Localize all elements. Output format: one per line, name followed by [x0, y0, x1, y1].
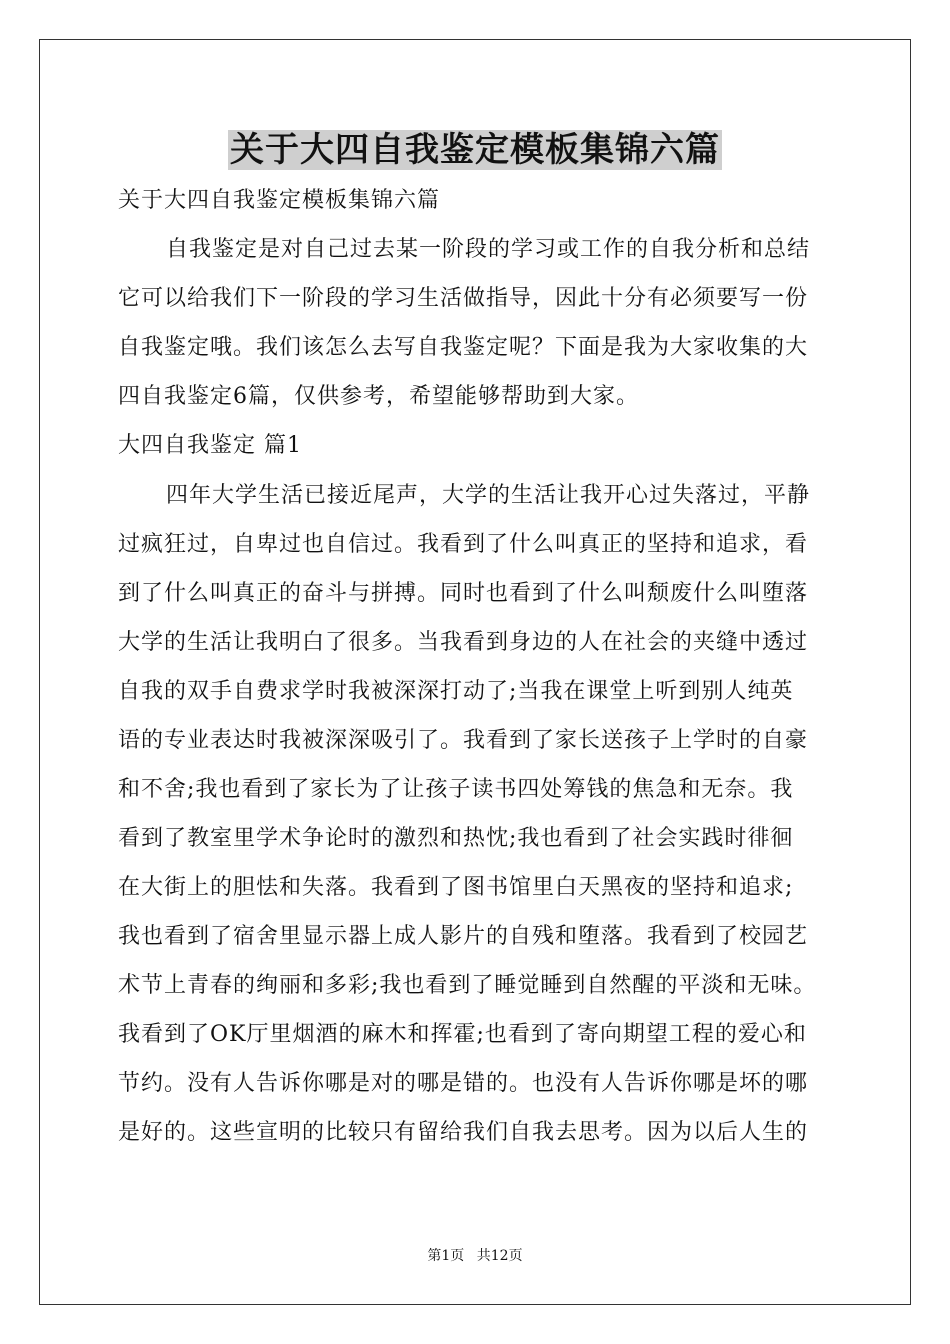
text-line: 和不舍;我也看到了家长为了让孩子读书四处筹钱的焦急和无奈。我: [118, 777, 794, 802]
text-line: 我也看到了宿舍里显示器上成人影片的自残和堕落。我看到了校园艺: [118, 924, 809, 949]
text-line: 在大街上的胆怯和失落。我看到了图书馆里白天黑夜的坚持和追求;: [118, 875, 794, 900]
text-line: 过疯狂过，自卑过也自信过。我看到了什么叫真正的坚持和追求，看: [118, 532, 809, 557]
page-footer: [0, 1245, 950, 1265]
text-line: 自我的双手自费求学时我被深深打动了;当我在课堂上听到别人纯英: [118, 679, 794, 704]
text-line: 四年大学生活已接近尾声，大学的生活让我开心过失落过，平静: [166, 483, 811, 508]
text-line: 到了什么叫真正的奋斗与拼搏。同时也看到了什么叫颓废什么叫堕落: [118, 581, 809, 606]
document-title-text: 关于大四自我鉴定模板集锦六篇: [230, 130, 720, 170]
text-line: 大学的生活让我明白了很多。当我看到身边的人在社会的夹缝中透过: [118, 630, 809, 655]
text-line: 自我鉴定哦。我们该怎么去写自我鉴定呢？下面是我为大家收集的大: [118, 335, 809, 360]
document-title: [0, 120, 950, 180]
text-line: 它可以给我们下一阶段的学习生活做指导，因此十分有必须要写一份: [118, 286, 809, 311]
page-total: 共12页: [476, 1248, 523, 1264]
text-line: 语的专业表达时我被深深吸引了。我看到了家长送孩子上学时的自豪: [118, 728, 809, 753]
text-line: 是好的。这些宣明的比较只有留给我们自我去思考。因为以后人生的: [118, 1120, 809, 1145]
text-line: 自我鉴定是对自己过去某一阶段的学习或工作的自我分析和总结: [166, 237, 811, 262]
page-number: 第1页: [427, 1248, 465, 1264]
text-line: 看到了教室里学术争论时的激烈和热忱;我也看到了社会实践时徘徊: [118, 826, 794, 851]
text-line: 术节上青春的绚丽和多彩;我也看到了睡觉睡到自然醒的平淡和无味。: [118, 973, 817, 998]
text-line: 节约。没有人告诉你哪是对的哪是错的。也没有人告诉你哪是坏的哪: [118, 1071, 809, 1096]
text-line: 关于大四自我鉴定模板集锦六篇: [118, 188, 441, 213]
text-line: 我看到了OK厅里烟酒的麻木和挥霍;也看到了寄向期望工程的爱心和: [118, 1022, 807, 1047]
section-heading: 大四自我鉴定 篇1: [118, 433, 302, 458]
text-line: 四自我鉴定6篇，仅供参考，希望能够帮助到大家。: [118, 384, 639, 409]
document-body: [118, 176, 838, 1157]
